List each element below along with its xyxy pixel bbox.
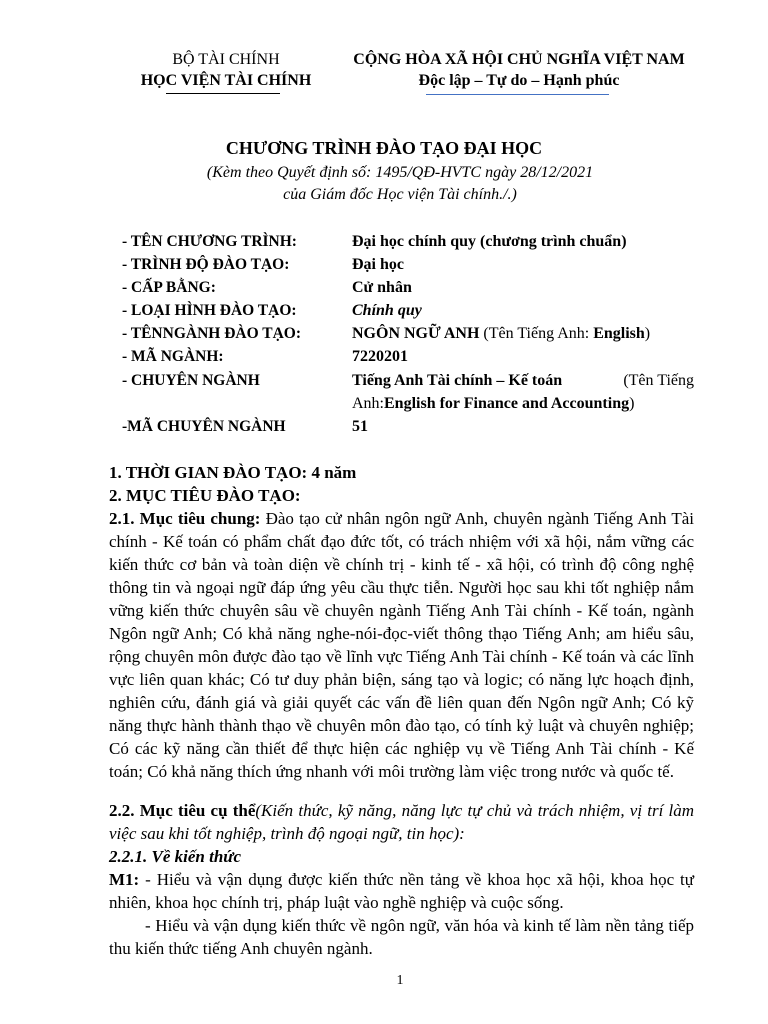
info-value: Đại học chính quy (chương trình chuẩn) <box>352 233 627 250</box>
specific-objective-label: 2.2. Mục tiêu cụ thể <box>109 801 256 820</box>
major-english-name: English <box>593 325 645 342</box>
m1-paragraph <box>109 868 694 914</box>
ministry-name: BỘ TÀI CHÍNH <box>172 51 280 68</box>
info-row-specialization <box>122 369 694 392</box>
info-row-major-code <box>122 345 694 368</box>
section-1-heading: 1. THỜI GIAN ĐÀO TẠO: 4 năm <box>109 463 357 482</box>
info-key: - LOẠI HÌNH ĐÀO TẠO: <box>122 302 297 319</box>
document-title: CHƯƠNG TRÌNH ĐÀO TẠO ĐẠI HỌC <box>225 138 543 158</box>
info-value <box>352 369 694 392</box>
info-value <box>352 392 634 415</box>
general-objective-paragraph <box>109 507 694 783</box>
right-header-rule <box>426 94 609 95</box>
major-name: NGÔN NGỮ ANH <box>352 325 480 342</box>
subtitle-line-1: (Kèm theo Quyết định số: 1495/QĐ-HVTC ngày 28/12/2021 <box>206 164 594 181</box>
specialization-name: Tiếng Anh Tài chính – Kế toán <box>352 372 563 389</box>
info-value: 7220201 <box>352 348 408 365</box>
info-row-program-name <box>122 230 694 253</box>
national-motto: Độc lập – Tự do – Hạnh phúc <box>418 72 620 89</box>
info-value: Chính quy <box>352 302 422 319</box>
info-key: - TÊN CHƯƠNG TRÌNH: <box>122 233 297 250</box>
specific-objective-text: (Kiến thức, kỹ năng, năng lực tự chủ và trách nhiệm, vị trí làm việc sau khi tốt nghiệp, trình độ ngoại ngữ, tin học): <box>109 801 694 843</box>
major-english-suffix: ) <box>644 325 651 342</box>
info-key: - TRÌNH ĐỘ ĐÀO TẠO: <box>122 256 290 273</box>
page-number: 1 <box>396 973 404 988</box>
info-key: - CẤP BẰNG: <box>122 279 216 296</box>
info-key: -MÃ CHUYÊN NGÀNH <box>122 418 286 435</box>
info-row-degree <box>122 276 694 299</box>
general-objective-label: 2.1. Mục tiêu chung: <box>109 509 261 528</box>
m1-paragraph-2: - Hiểu và vận dụng kiến thức về ngôn ngữ, văn hóa và kinh tế làm nền tảng tiếp thu kiến thức tiếng Anh chuyên ngành. <box>109 916 694 958</box>
major-english-prefix: (Tên Tiếng Anh: <box>479 325 594 342</box>
academy-name: HỌC VIỆN TÀI CHÍNH <box>140 72 312 89</box>
country-name: CỘNG HÒA XÃ HỘI CHỦ NGHĨA VIỆT NAM <box>353 51 685 68</box>
section-2-heading: 2. MỤC TIÊU ĐÀO TẠO: <box>109 486 301 505</box>
info-row-specialization-code <box>122 415 694 438</box>
left-header-rule <box>166 93 280 94</box>
m1-text: - Hiểu và vận dụng được kiến thức nền tảng về khoa học xã hội, khoa học tự nhiên, khoa học chính trị, pháp luật vào nghề nghiệp và cuộc sống. <box>109 870 694 912</box>
info-key: - MÃ NGÀNH: <box>122 348 224 365</box>
specialization-english-name: English for Finance and Accounting <box>384 395 630 412</box>
specific-objective-paragraph <box>109 799 694 845</box>
info-row-level <box>122 253 694 276</box>
info-value: Đại học <box>352 256 404 273</box>
m1-label: M1: <box>109 870 140 889</box>
general-objective-text: Đào tạo cử nhân ngôn ngữ Anh, chuyên ngành Tiếng Anh Tài chính - Kế toán có phẩm chất đạo đức tốt, có trách nhiệm với xã hội, nắm vững các kiến thức cơ bản và toàn diện về chính trị - kinh tế - xã hội, có trình độ công nghệ thông tin và ngoại ngữ đáp ứng yêu cầu thực tiễn. Người học sau khi tốt nghiệp nắm vững kiến thức chuyên sâu về chuyên ngành Tiếng Anh Tài chính - Kế toán, ngành Ngôn ngữ Anh; Có khả năng nghe-nói-đọc-viết thông thạo Tiếng Anh; am hiểu sâu, rộng chuyên môn được đào tạo về lĩnh vực Tiếng Anh Tài chính - Kế toán và các lĩnh vực liên quan khác; Có tư duy phản biện, sáng tạo và logic; có năng lực hoạch định, nghiên cứu, đánh giá và giải quyết các vấn đề liên quan đến Ngôn ngữ Anh; Có kỹ năng thực hành thành thạo về chuyên môn đào tạo, có tính kỷ luật và chuyên nghiệp; Có các kỹ năng cần thiết để thực hiện các nghiệp vụ về Tiếng Anh Tài chính - Kế toán; Có khả năng thích ứng nhanh với môi trường làm việc trong nước và quốc tế. <box>109 509 694 781</box>
info-value: 51 <box>352 418 368 435</box>
specialization-english-prefix: (Tên Tiếng <box>623 372 694 389</box>
info-key: - CHUYÊN NGÀNH <box>122 372 260 389</box>
knowledge-heading: 2.2.1. Về kiến thức <box>109 847 242 866</box>
info-row-training-type <box>122 299 694 322</box>
specialization-english-label: Anh: <box>352 395 384 412</box>
info-key: - TÊNNGÀNH ĐÀO TẠO: <box>122 325 301 342</box>
specialization-english-suffix: ) <box>629 395 635 412</box>
info-value <box>352 322 650 345</box>
info-value: Cử nhân <box>352 279 412 296</box>
subtitle-line-2: của Giám đốc Học viện Tài chính./.) <box>283 186 517 203</box>
info-row-major-name <box>122 322 694 345</box>
info-row-specialization-line-2 <box>122 392 694 415</box>
